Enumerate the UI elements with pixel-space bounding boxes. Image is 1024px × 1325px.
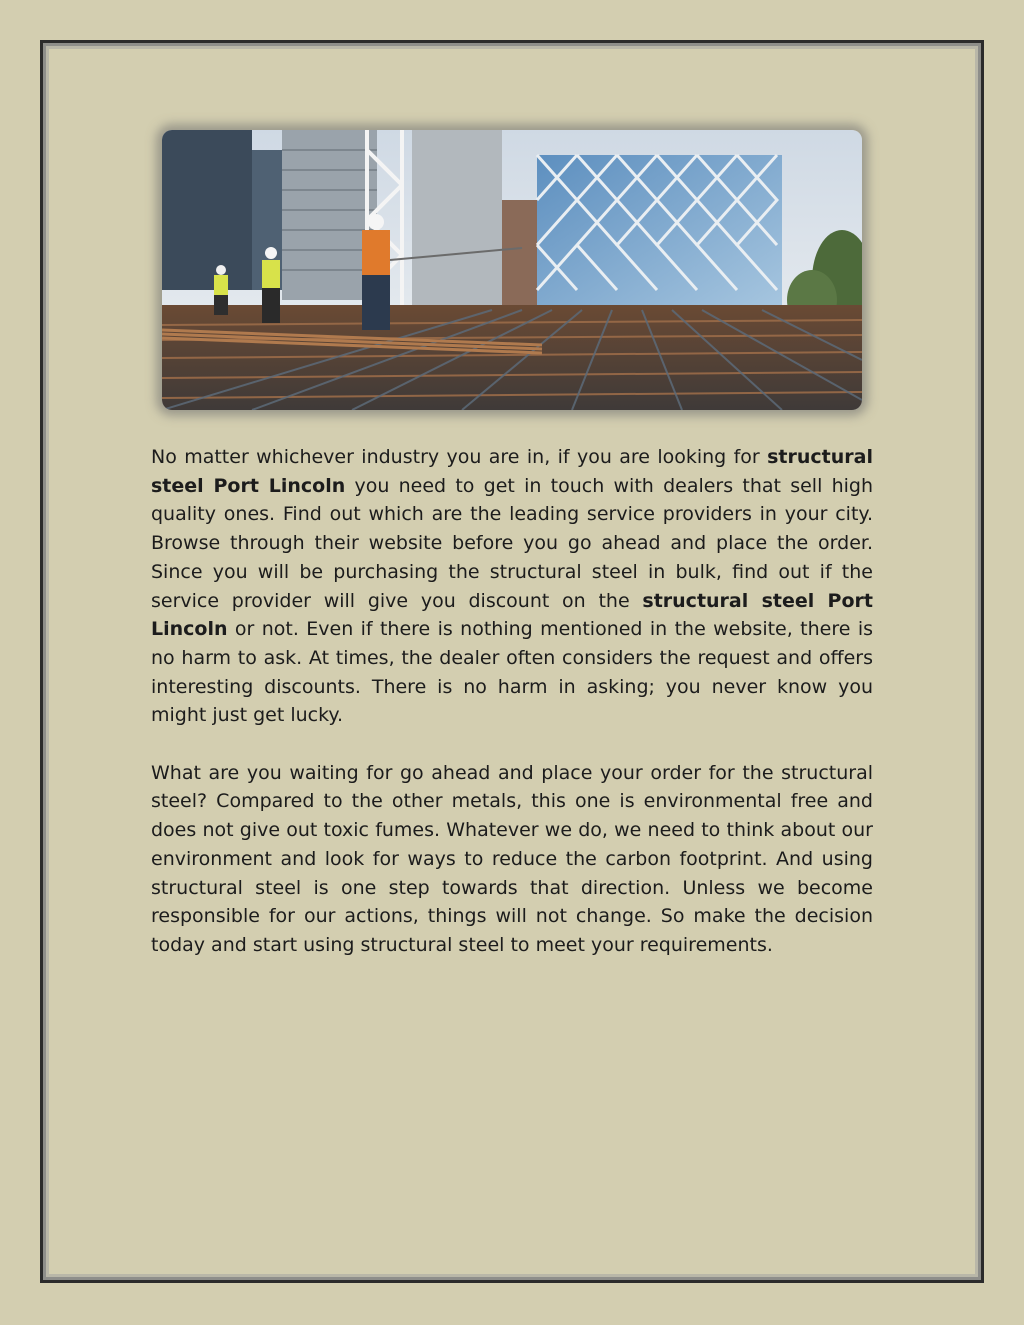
construction-photo — [162, 130, 862, 410]
keyword-structural-steel-1: structural steel Port Lincoln — [151, 446, 873, 497]
article-body — [151, 443, 873, 960]
paragraph-2: What are you waiting for go ahead and place your order for the structural steel? Compared to the other metals, this one is environmental free and does not give out toxic fumes. Whatever we do, we need to think about our environment and look for ways to reduce the carbon footprint. And using structural steel is one step towards that direction. Unless we become responsible for our actions, things will not change. So make the decision today and start using structural steel to meet your requirements. — [151, 761, 873, 956]
paragraph-1 — [151, 443, 873, 730]
paragraph-1-text-a: No matter whichever industry you are in, if you are looking for — [151, 446, 768, 468]
paragraph-1-text-c: or not. Even if there is nothing mentioned in the website, there is no harm to ask. At times, the dealer often considers the request and offers interesting discounts. There is no harm in asking; you never know you might just get lucky. — [151, 618, 873, 727]
keyword-structural-steel-2: structural steel Port Lincoln — [151, 589, 873, 641]
paragraph-1-text-b: you need to get in touch with dealers that sell high quality ones. Find out which are the leading service providers in your city. Browse through their website before you go ahead and place the order. Since you will be purchasing the structural steel in bulk, find out if the service provider will give you discount on the — [151, 474, 874, 612]
